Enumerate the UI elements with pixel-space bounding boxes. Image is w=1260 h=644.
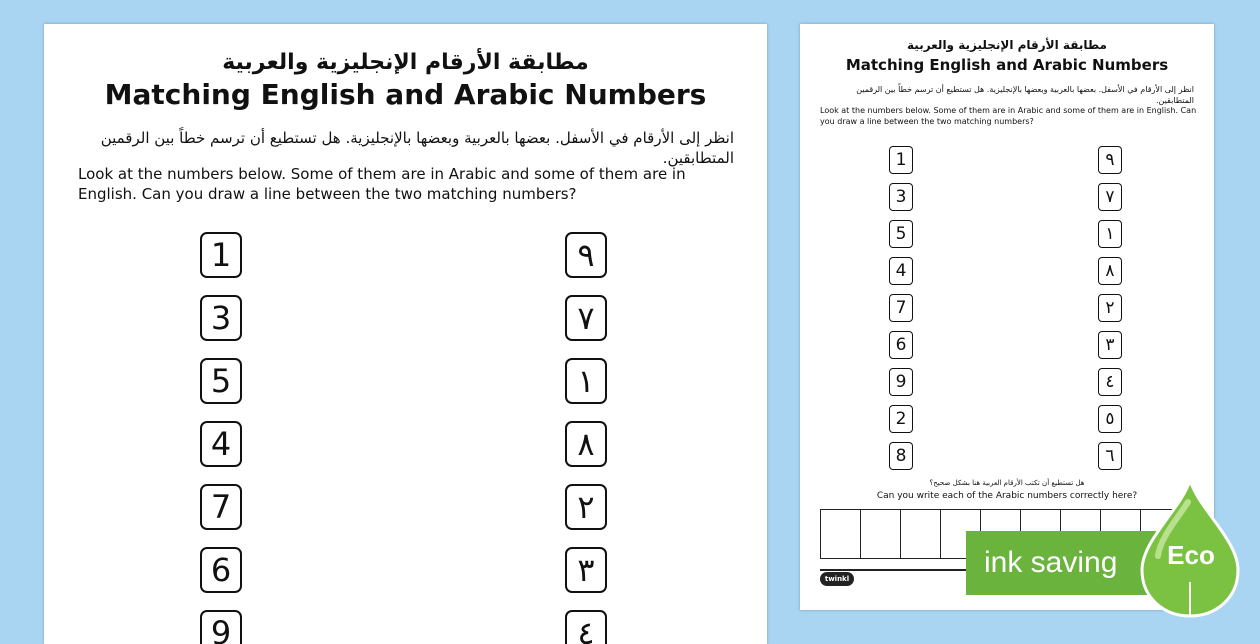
- title-english: Matching English and Arabic Numbers: [104, 78, 707, 111]
- instructions-english: Look at the numbers below. Some of them are in Arabic and some of them are in English. Can you draw a line between the two matching numbers?: [820, 106, 1197, 126]
- english-number-box: 6: [200, 547, 242, 593]
- english-number-box: 4: [889, 257, 913, 285]
- writing-cell: [861, 510, 901, 558]
- english-number-box: 9: [889, 368, 913, 396]
- writing-cell: [901, 510, 941, 558]
- twinkl-logo: twinkl: [820, 572, 854, 586]
- arabic-number-box: ١: [1098, 220, 1122, 248]
- arabic-number-box: ٨: [1098, 257, 1122, 285]
- instructions-arabic: انظر إلى الأرقام في الأسفل. بعضها بالعربية وبعضها بالإنجليزية. هل تستطيع أن ترسم خطاً بين الرقمين المتطابقين.: [100, 129, 734, 167]
- english-number-box: 7: [200, 484, 242, 530]
- english-number-box: 4: [200, 421, 242, 467]
- title-arabic: مطابقة الأرقام الإنجليزية والعربية: [222, 50, 589, 75]
- arabic-number-column: [565, 232, 607, 644]
- english-number-box: 5: [200, 358, 242, 404]
- eco-label: Eco: [1167, 540, 1215, 570]
- arabic-number-box: ٤: [1098, 368, 1122, 396]
- writing-prompt-english: Can you write each of the Arabic numbers correctly here?: [876, 491, 1138, 501]
- english-number-box: 1: [200, 232, 242, 278]
- instructions-english: Look at the numbers below. Some of them are in Arabic and some of them are in English. Can you draw a line between the two matching numbers?: [78, 165, 686, 203]
- writing-prompt-arabic: هل تستطيع أن تكتب الأرقام العربية هنا بشكل صحيح؟: [929, 479, 1085, 487]
- arabic-number-box: ٩: [1098, 146, 1122, 174]
- arabic-number-box: ٤: [565, 610, 607, 644]
- title-english: Matching English and Arabic Numbers: [845, 56, 1169, 74]
- arabic-number-box: ٧: [565, 295, 607, 341]
- english-number-box: 5: [889, 220, 913, 248]
- arabic-number-box: ٣: [565, 547, 607, 593]
- english-number-box: 1: [889, 146, 913, 174]
- english-number-box: 8: [889, 442, 913, 470]
- english-number-column: [200, 232, 242, 644]
- writing-cell: [821, 510, 861, 558]
- arabic-number-box: ٦: [1098, 442, 1122, 470]
- english-number-box: 9: [200, 610, 242, 644]
- title-arabic: مطابقة الأرقام الإنجليزية والعربية: [907, 38, 1107, 52]
- arabic-number-box: ٨: [565, 421, 607, 467]
- arabic-number-box: ١: [565, 358, 607, 404]
- arabic-number-box: ٩: [565, 232, 607, 278]
- english-number-box: 3: [200, 295, 242, 341]
- instructions-arabic: انظر إلى الأرقام في الأسفل. بعضها بالعربية وبعضها بالإنجليزية. هل تستطيع أن ترسم خطاً بين الرقمين المتطابقين.: [856, 85, 1194, 105]
- english-number-box: 2: [889, 405, 913, 433]
- english-number-box: 6: [889, 331, 913, 359]
- arabic-number-box: ٧: [1098, 183, 1122, 211]
- arabic-number-box: ٢: [1098, 294, 1122, 322]
- english-number-box: 3: [889, 183, 913, 211]
- arabic-number-box: ٢: [565, 484, 607, 530]
- arabic-number-box: ٥: [1098, 405, 1122, 433]
- english-number-box: 7: [889, 294, 913, 322]
- ink-saving-label: ink saving: [984, 546, 1118, 579]
- arabic-number-box: ٣: [1098, 331, 1122, 359]
- worksheet-page-large: [44, 24, 767, 644]
- arabic-number-column: [1098, 146, 1122, 470]
- english-number-column: [889, 146, 913, 470]
